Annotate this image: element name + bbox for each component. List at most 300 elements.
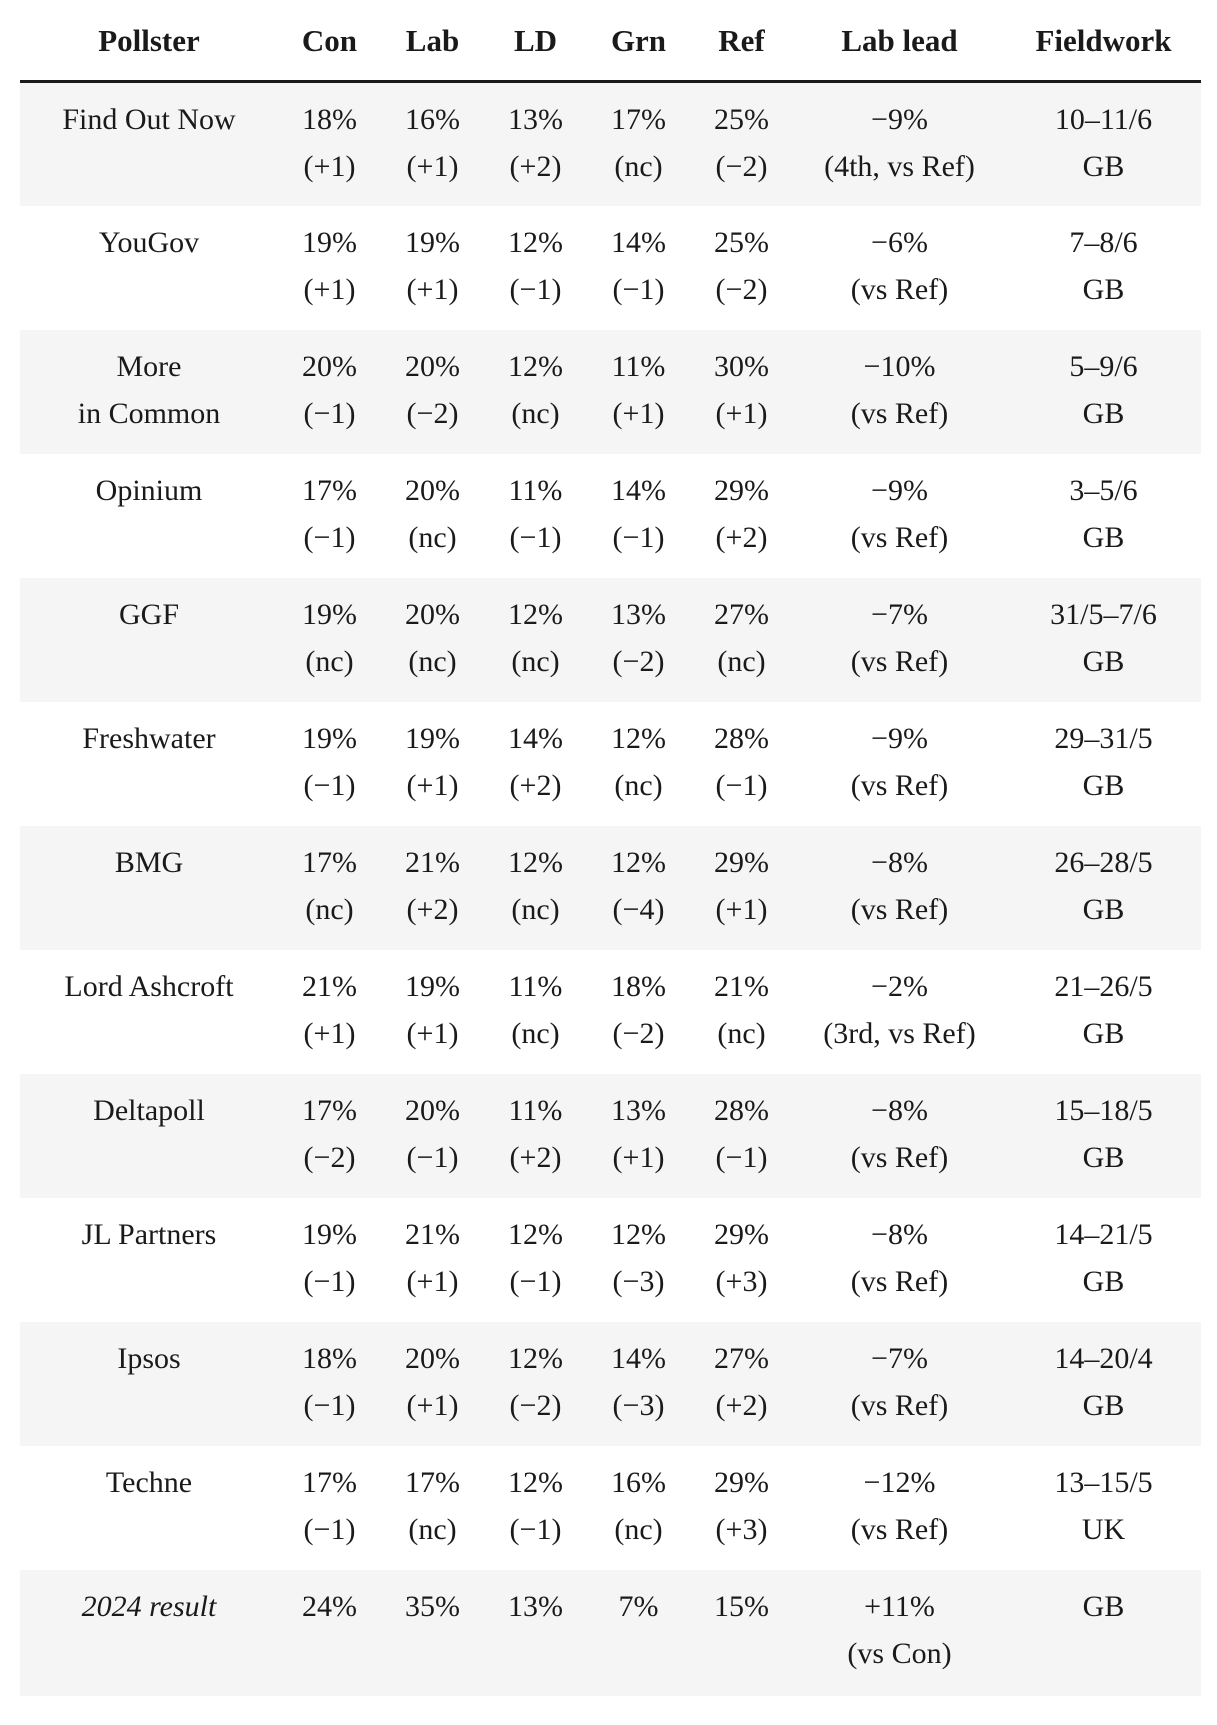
cell-line: 12% (611, 845, 666, 879)
cell-line: (vs Ref) (850, 892, 949, 926)
cell-line: 28% (714, 1093, 769, 1127)
cell-line: (−2) (509, 1388, 562, 1422)
cell-line: −10% (863, 349, 936, 383)
header-row (20, 0, 1201, 82)
cell-line: 19% (302, 225, 357, 259)
cell-line: 19% (405, 969, 460, 1003)
cell-line: (+1) (406, 272, 459, 306)
cell-line: (+2) (715, 1388, 768, 1422)
ref-cell (690, 1322, 793, 1446)
cell-line: 19% (405, 225, 460, 259)
cell-line: 7% (618, 1589, 659, 1623)
ld-cell (484, 1322, 587, 1446)
cell-line: −8% (871, 1217, 928, 1251)
table-row (20, 1322, 1201, 1446)
fieldwork-cell (1006, 1198, 1201, 1322)
cell-line: 20% (405, 473, 460, 507)
ref-cell (690, 702, 793, 826)
cell-line: (−2) (715, 272, 768, 306)
cell-line: (−1) (406, 1140, 459, 1174)
cell-line: 14–21/5 (1054, 1217, 1153, 1251)
lab-lead-cell (793, 454, 1006, 578)
result-row (20, 1570, 1201, 1696)
cell-line: 15–18/5 (1054, 1093, 1153, 1127)
fieldwork-cell (1006, 206, 1201, 330)
header-grn: Grn (587, 0, 690, 82)
ref-cell (690, 454, 793, 578)
cell-line: 13–15/5 (1054, 1465, 1153, 1499)
grn-cell (587, 1446, 690, 1570)
cell-line: Ipsos (117, 1341, 181, 1375)
lab-lead-cell (793, 578, 1006, 702)
fieldwork-cell (1006, 454, 1201, 578)
cell-line: (vs Ref) (850, 644, 949, 678)
cell-line: −12% (863, 1465, 936, 1499)
table-row (20, 82, 1201, 206)
table-row (20, 826, 1201, 950)
cell-line: GB (1082, 1589, 1125, 1623)
cell-line: 29% (714, 845, 769, 879)
cell-line: 13% (508, 1589, 563, 1623)
lab-cell (381, 82, 484, 206)
cell-line: (−1) (303, 520, 356, 554)
cell-line: GB (1082, 1264, 1125, 1298)
lab-lead-cell (793, 330, 1006, 454)
cell-line: 17% (302, 1093, 357, 1127)
cell-line: (−2) (406, 396, 459, 430)
header-con: Con (278, 0, 381, 82)
cell-line: GB (1082, 520, 1125, 554)
cell-line: (+1) (303, 272, 356, 306)
header-ref: Ref (690, 0, 793, 82)
cell-line: (nc) (614, 768, 663, 802)
cell-line: −8% (871, 845, 928, 879)
lab-cell (381, 330, 484, 454)
cell-line: 18% (611, 969, 666, 1003)
table-row (20, 454, 1201, 578)
cell-line: GB (1082, 768, 1125, 802)
cell-line: (−1) (509, 272, 562, 306)
pollster-cell (20, 1198, 278, 1322)
fieldwork-cell (1006, 826, 1201, 950)
cell-line: (+1) (406, 150, 459, 183)
pollster-cell (20, 1074, 278, 1198)
cell-line: 31/5–7/6 (1050, 597, 1157, 631)
ld-cell (484, 206, 587, 330)
cell-line: GB (1082, 1388, 1125, 1422)
ld-cell (484, 1570, 587, 1696)
cell-line: 3–5/6 (1069, 473, 1138, 507)
fieldwork-cell (1006, 1074, 1201, 1198)
cell-line: (−1) (715, 768, 768, 802)
con-cell (278, 206, 381, 330)
pollster-cell (20, 1570, 278, 1696)
poll-table (20, 0, 1201, 1696)
lab-lead-cell (793, 1198, 1006, 1322)
pollster-cell (20, 1446, 278, 1570)
con-cell (278, 454, 381, 578)
cell-line: (vs Ref) (850, 1140, 949, 1174)
cell-line: GB (1082, 396, 1125, 430)
ref-cell (690, 950, 793, 1074)
cell-line: 21–26/5 (1054, 969, 1153, 1003)
cell-line: 2024 result (81, 1589, 217, 1623)
cell-line: +11% (864, 1589, 935, 1623)
ld-cell (484, 702, 587, 826)
grn-cell (587, 1198, 690, 1322)
cell-line: GB (1082, 272, 1125, 306)
cell-line: (−2) (612, 644, 665, 678)
ld-cell (484, 82, 587, 206)
fieldwork-cell (1006, 1322, 1201, 1446)
cell-line: −9% (871, 473, 928, 507)
cell-line: (−3) (612, 1388, 665, 1422)
grn-cell (587, 1570, 690, 1696)
fieldwork-cell (1006, 82, 1201, 206)
table-row (20, 330, 1201, 454)
cell-line: Techne (105, 1465, 193, 1499)
cell-line: −6% (871, 225, 928, 259)
cell-line: 21% (405, 1217, 460, 1251)
grn-cell (587, 702, 690, 826)
grn-cell (587, 826, 690, 950)
cell-line: 12% (508, 1217, 563, 1251)
cell-line: (nc) (408, 644, 457, 678)
cell-line: 35% (405, 1589, 460, 1623)
cell-line: (−1) (509, 520, 562, 554)
ld-cell (484, 330, 587, 454)
cell-line: 14% (611, 1341, 666, 1375)
cell-line: GB (1082, 1016, 1125, 1050)
cell-line: 17% (302, 473, 357, 507)
cell-line: (−1) (612, 272, 665, 306)
cell-line: 14% (611, 473, 666, 507)
lab-lead-cell (793, 82, 1006, 206)
lab-lead-cell (793, 206, 1006, 330)
cell-line: 29% (714, 473, 769, 507)
fieldwork-cell (1006, 1446, 1201, 1570)
ref-cell (690, 1074, 793, 1198)
cell-line: (vs Ref) (850, 1388, 949, 1422)
cell-line: (−1) (303, 1512, 356, 1546)
cell-line: (−2) (612, 1016, 665, 1050)
cell-line: 11% (508, 1093, 563, 1127)
ref-cell (690, 206, 793, 330)
ref-cell (690, 1198, 793, 1322)
cell-line: (+1) (612, 1140, 665, 1174)
lab-lead-cell (793, 950, 1006, 1074)
cell-line: 13% (508, 103, 563, 136)
cell-line: (−2) (715, 150, 768, 183)
cell-line: (3rd, vs Ref) (823, 1016, 976, 1050)
cell-line: (+3) (715, 1264, 768, 1298)
cell-line: 25% (714, 225, 769, 259)
ref-cell (690, 1446, 793, 1570)
cell-line: (+1) (612, 396, 665, 430)
cell-line: −9% (871, 103, 928, 136)
cell-line: (nc) (408, 520, 457, 554)
con-cell (278, 702, 381, 826)
cell-line: 20% (405, 1093, 460, 1127)
cell-line: 14% (508, 721, 563, 755)
pollster-cell (20, 454, 278, 578)
cell-line: 13% (611, 1093, 666, 1127)
cell-line: 26–28/5 (1054, 845, 1153, 879)
lab-cell (381, 454, 484, 578)
cell-line: (+2) (715, 520, 768, 554)
cell-line: (vs Ref) (850, 272, 949, 306)
fieldwork-cell (1006, 702, 1201, 826)
cell-line: 7–8/6 (1069, 225, 1138, 259)
ref-cell (690, 330, 793, 454)
cell-line: 29–31/5 (1054, 721, 1153, 755)
cell-line: (nc) (408, 1512, 457, 1546)
cell-line: 16% (611, 1465, 666, 1499)
lab-lead-cell (793, 1570, 1006, 1696)
cell-line: 21% (302, 969, 357, 1003)
cell-line: (nc) (511, 1016, 560, 1050)
lab-cell (381, 950, 484, 1074)
ld-cell (484, 1446, 587, 1570)
table-row (20, 1446, 1201, 1570)
cell-line: 30% (714, 349, 769, 383)
cell-line: YouGov (98, 225, 200, 259)
cell-line: (+1) (406, 1264, 459, 1298)
cell-line: Opinium (95, 473, 203, 507)
cell-line: 17% (405, 1465, 460, 1499)
cell-line: 12% (508, 845, 563, 879)
con-cell (278, 82, 381, 206)
lab-cell (381, 702, 484, 826)
fieldwork-cell (1006, 578, 1201, 702)
lab-cell (381, 826, 484, 950)
cell-line: (vs Ref) (850, 1512, 949, 1546)
cell-line: (nc) (717, 644, 766, 678)
cell-line: More (116, 349, 182, 383)
cell-line: (+3) (715, 1512, 768, 1546)
cell-line: (−4) (612, 892, 665, 926)
header-pollster: Pollster (20, 0, 278, 82)
cell-line: 5–9/6 (1069, 349, 1138, 383)
grn-cell (587, 206, 690, 330)
cell-line: 24% (302, 1589, 357, 1623)
ref-cell (690, 82, 793, 206)
cell-line: −8% (871, 1093, 928, 1127)
cell-line: Deltapoll (93, 1093, 205, 1127)
cell-line: (+2) (509, 1140, 562, 1174)
cell-line: 20% (405, 1341, 460, 1375)
pollster-cell (20, 82, 278, 206)
cell-line: BMG (114, 845, 184, 879)
cell-line: 10–11/6 (1054, 103, 1153, 136)
lab-lead-cell (793, 826, 1006, 950)
ld-cell (484, 1074, 587, 1198)
ref-cell (690, 1570, 793, 1696)
cell-line: (+1) (406, 1016, 459, 1050)
lab-lead-cell (793, 702, 1006, 826)
table-row (20, 1198, 1201, 1322)
grn-cell (587, 1322, 690, 1446)
table-row (20, 702, 1201, 826)
cell-line: (−2) (303, 1140, 356, 1174)
ld-cell (484, 578, 587, 702)
cell-line: (+1) (406, 1388, 459, 1422)
cell-line: 19% (405, 721, 460, 755)
cell-line: (+1) (406, 768, 459, 802)
cell-line: 15% (714, 1589, 769, 1623)
lab-cell (381, 206, 484, 330)
header-fieldwork: Fieldwork (1006, 0, 1201, 82)
cell-line: 18% (302, 1341, 357, 1375)
cell-line: Lord Ashcroft (64, 969, 234, 1003)
cell-line: (−1) (303, 396, 356, 430)
table-row (20, 950, 1201, 1074)
cell-line: 17% (302, 1465, 357, 1499)
cell-line: (nc) (511, 892, 560, 926)
cell-line: 19% (302, 597, 357, 631)
pollster-cell (20, 1322, 278, 1446)
ld-cell (484, 1198, 587, 1322)
con-cell (278, 1446, 381, 1570)
pollster-cell (20, 578, 278, 702)
cell-line: GB (1082, 644, 1125, 678)
grn-cell (587, 82, 690, 206)
con-cell (278, 1570, 381, 1696)
lab-cell (381, 1570, 484, 1696)
cell-line: GGF (118, 597, 179, 631)
cell-line: UK (1081, 1512, 1126, 1546)
grn-cell (587, 330, 690, 454)
cell-line: GB (1082, 1140, 1125, 1174)
cell-line: 18% (302, 103, 357, 136)
grn-cell (587, 950, 690, 1074)
cell-line: 12% (508, 225, 563, 259)
cell-line: GB (1082, 150, 1125, 183)
cell-line: GB (1082, 892, 1125, 926)
table-row (20, 206, 1201, 330)
ref-cell (690, 578, 793, 702)
cell-line: in Common (77, 396, 221, 430)
fieldwork-cell (1006, 950, 1201, 1074)
cell-line: (+2) (406, 892, 459, 926)
cell-line: (+2) (509, 150, 562, 183)
lab-cell (381, 1198, 484, 1322)
ld-cell (484, 826, 587, 950)
grn-cell (587, 454, 690, 578)
cell-line: 16% (405, 103, 460, 136)
grn-cell (587, 578, 690, 702)
cell-line: 27% (714, 597, 769, 631)
fieldwork-cell (1006, 1570, 1201, 1696)
table-row (20, 1074, 1201, 1198)
con-cell (278, 826, 381, 950)
cell-line: (−1) (303, 768, 356, 802)
cell-line: 20% (302, 349, 357, 383)
cell-line: (−1) (509, 1512, 562, 1546)
cell-line: (vs Con) (847, 1636, 952, 1670)
lab-lead-cell (793, 1074, 1006, 1198)
cell-line: Freshwater (82, 721, 216, 755)
cell-line: (−3) (612, 1264, 665, 1298)
con-cell (278, 330, 381, 454)
cell-line: 29% (714, 1217, 769, 1251)
cell-line: 21% (405, 845, 460, 879)
con-cell (278, 1198, 381, 1322)
cell-line: (nc) (614, 1512, 663, 1546)
cell-line: 17% (611, 103, 666, 136)
grn-cell (587, 1074, 690, 1198)
cell-line: 20% (405, 597, 460, 631)
lab-cell (381, 578, 484, 702)
cell-line: 17% (302, 845, 357, 879)
cell-line: (4th, vs Ref) (824, 150, 975, 183)
poll-table-body (20, 82, 1201, 1696)
cell-line: 12% (611, 721, 666, 755)
con-cell (278, 578, 381, 702)
con-cell (278, 1074, 381, 1198)
cell-line: 29% (714, 1465, 769, 1499)
fieldwork-cell (1006, 330, 1201, 454)
cell-line: 12% (508, 1341, 563, 1375)
cell-line: 12% (508, 1465, 563, 1499)
pollster-cell (20, 826, 278, 950)
cell-line: (nc) (614, 150, 663, 183)
cell-line: (−1) (509, 1264, 562, 1298)
cell-line: (nc) (305, 644, 354, 678)
cell-line: 11% (508, 473, 563, 507)
header-ld: LD (484, 0, 587, 82)
cell-line: (+1) (303, 150, 356, 183)
cell-line: (nc) (511, 644, 560, 678)
cell-line: (vs Ref) (850, 768, 949, 802)
cell-line: −7% (871, 1341, 928, 1375)
cell-line: 11% (508, 969, 563, 1003)
cell-line: (nc) (305, 892, 354, 926)
cell-line: −7% (871, 597, 928, 631)
ref-cell (690, 826, 793, 950)
cell-line: (+1) (715, 892, 768, 926)
cell-line: (−1) (612, 520, 665, 554)
cell-line: (vs Ref) (850, 1264, 949, 1298)
pollster-cell (20, 950, 278, 1074)
cell-line: Find Out Now (62, 103, 236, 136)
ld-cell (484, 454, 587, 578)
pollster-cell (20, 702, 278, 826)
cell-line: 12% (611, 1217, 666, 1251)
cell-line: −9% (871, 721, 928, 755)
cell-line: 27% (714, 1341, 769, 1375)
cell-line: (−1) (715, 1140, 768, 1174)
cell-line: (nc) (511, 396, 560, 430)
cell-line: (+1) (715, 396, 768, 430)
cell-line: (+1) (303, 1016, 356, 1050)
cell-line: 25% (714, 103, 769, 136)
cell-line: 12% (508, 349, 563, 383)
lab-lead-cell (793, 1322, 1006, 1446)
cell-line: (vs Ref) (850, 520, 949, 554)
cell-line: 12% (508, 597, 563, 631)
cell-line: (vs Ref) (850, 396, 949, 430)
cell-line: 13% (611, 597, 666, 631)
ld-cell (484, 950, 587, 1074)
cell-line: 14% (611, 225, 666, 259)
cell-line: 11% (611, 349, 666, 383)
cell-line: 28% (714, 721, 769, 755)
header-lab-lead: Lab lead (793, 0, 1006, 82)
cell-line: 19% (302, 1217, 357, 1251)
pollster-cell (20, 206, 278, 330)
lab-cell (381, 1322, 484, 1446)
